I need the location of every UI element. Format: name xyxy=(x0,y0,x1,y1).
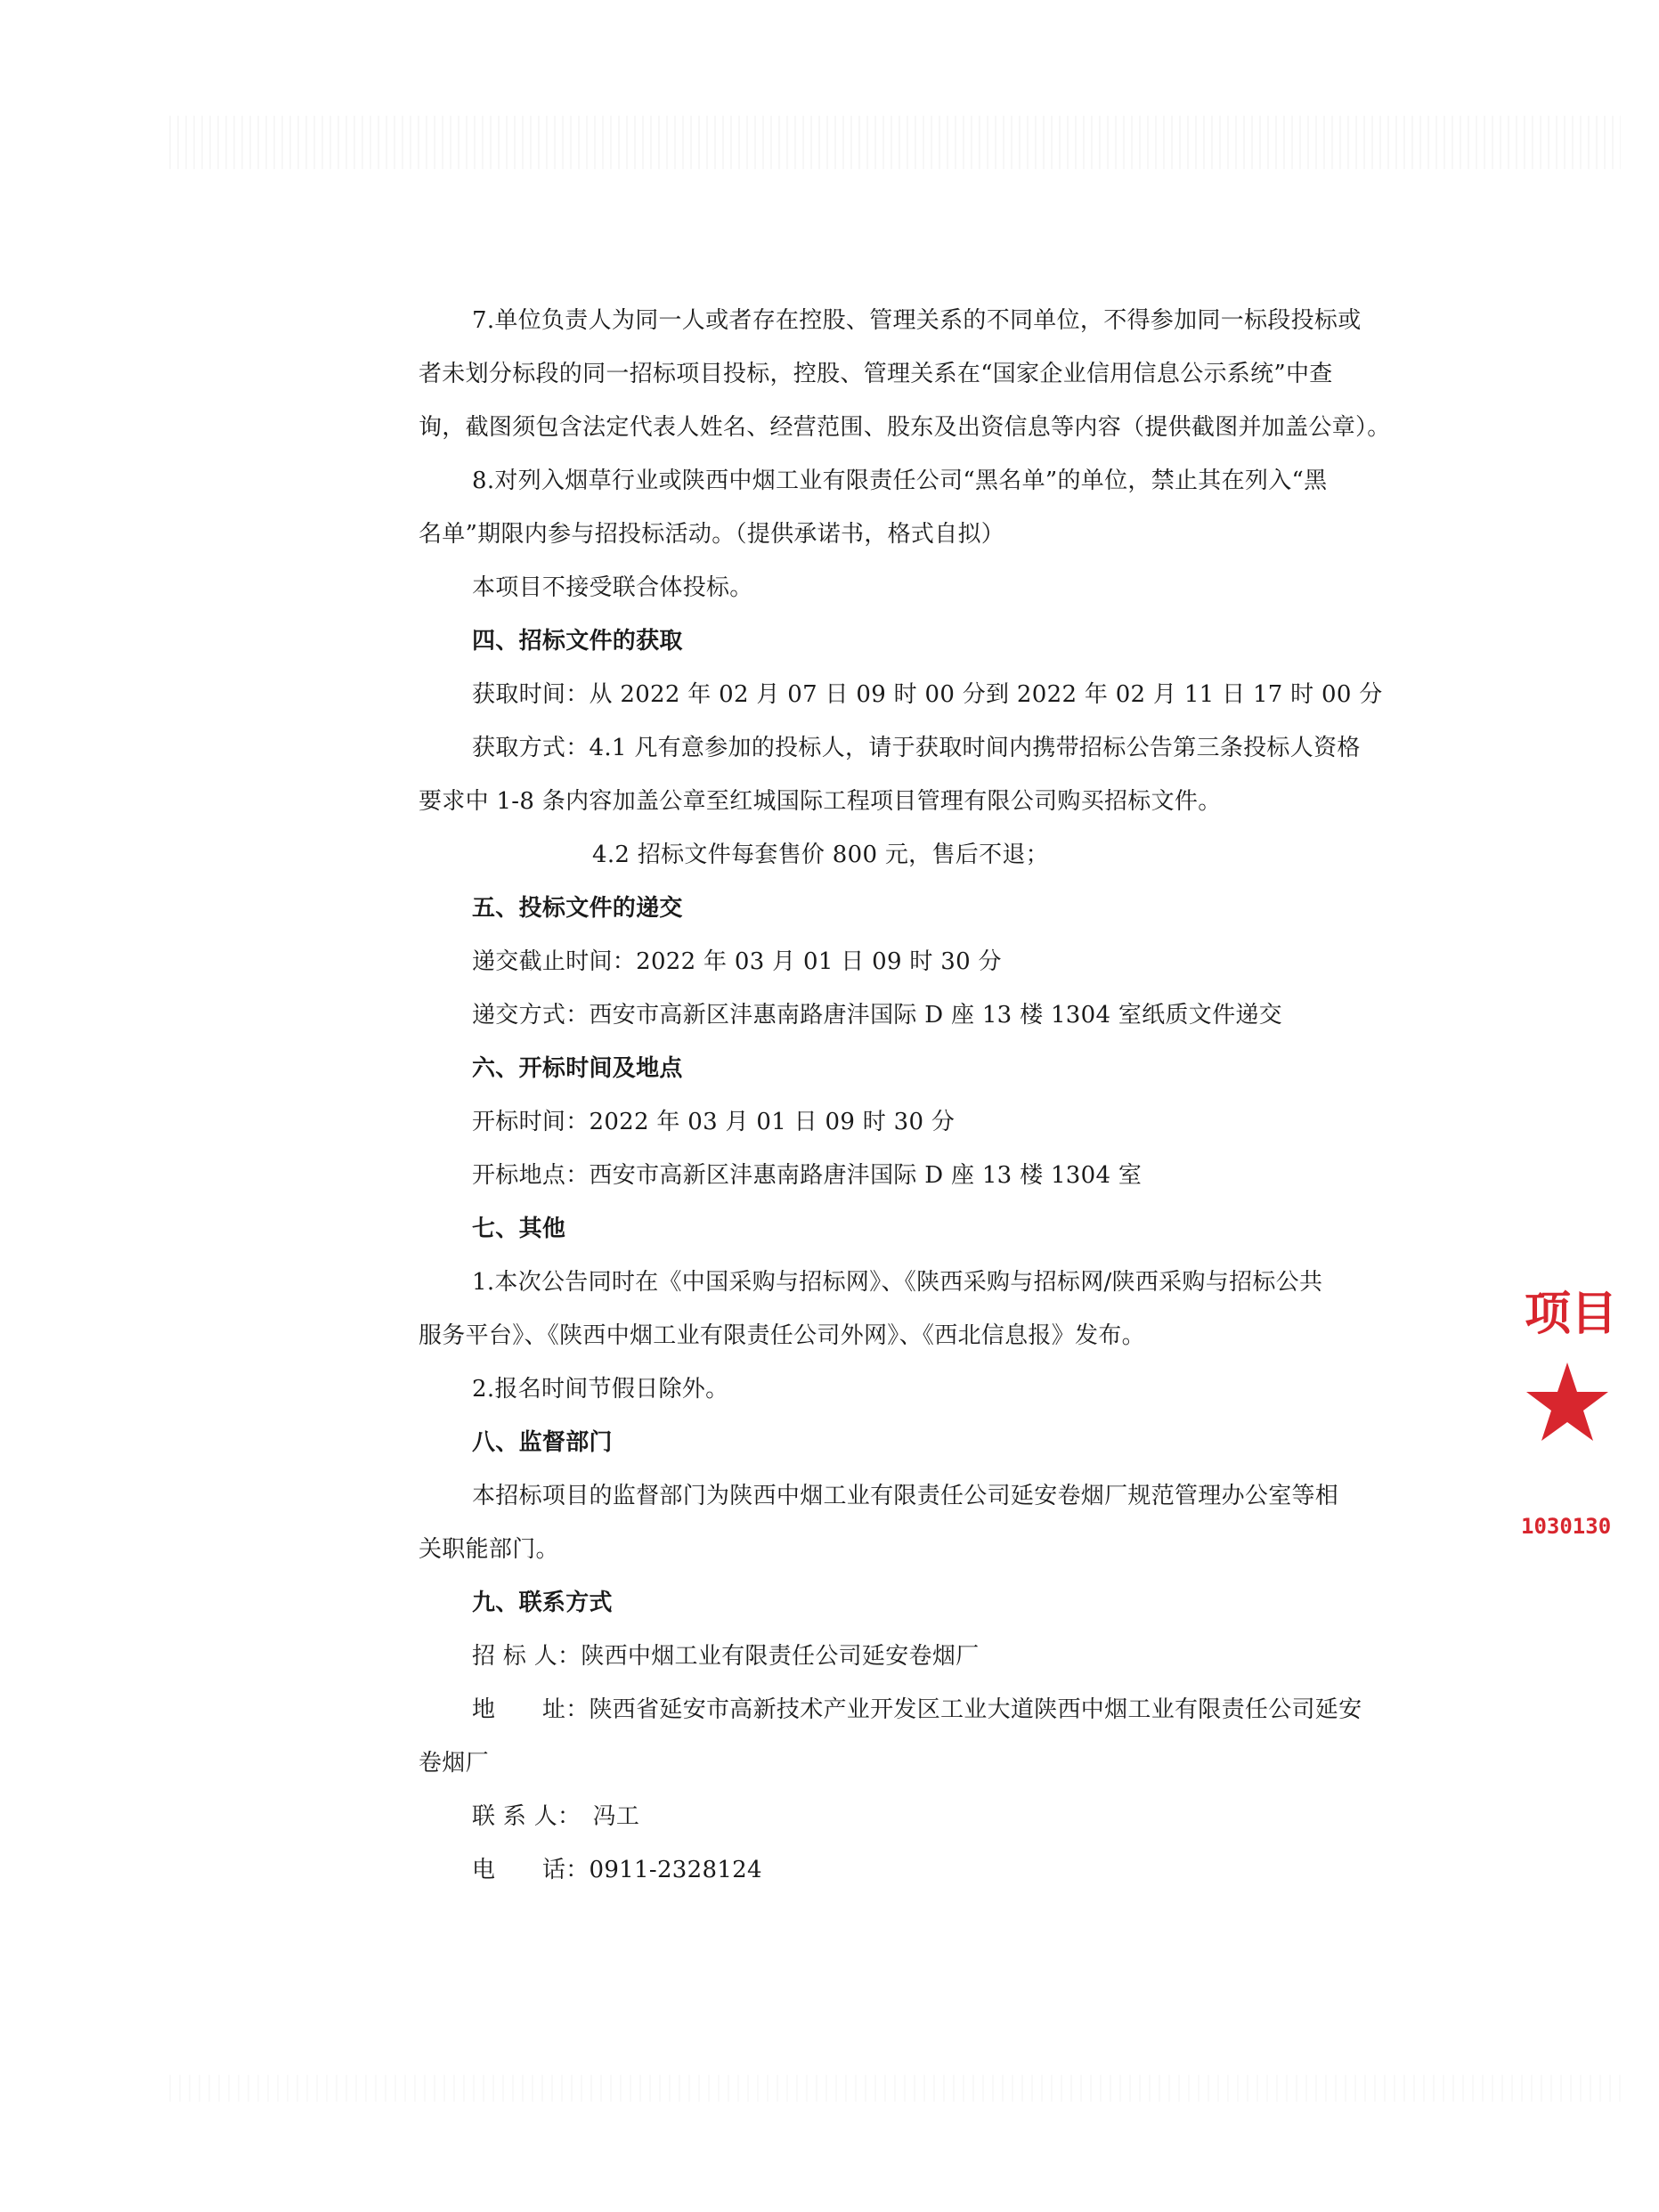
text-line: 服务平台》、《陕西中烟工业有限责任公司外网》、《西北信息报》发布。 xyxy=(419,1322,1145,1349)
official-seal xyxy=(1514,1260,1621,1567)
text-line: 获取时间：从 2022 年 02 月 07 日 09 时 00 分到 2022 年 02 月 11 日 17 时 00 分 xyxy=(472,681,1383,708)
text-line: 8.对列入烟草行业或陕西中烟工业有限责任公司“黑名单”的单位，禁止其在列入“黑 xyxy=(472,468,1328,494)
text-line: 招 标 人：陕西中烟工业有限责任公司延安卷烟厂 xyxy=(472,1643,980,1670)
text-line: 获取方式：4.1 凡有意参加的投标人，请于获取时间内携带招标公告第三条投标人资格 xyxy=(472,735,1361,761)
text-line: 7.单位负责人为同一人或者存在控股、管理关系的不同单位，不得参加同一标段投标或 xyxy=(472,307,1362,334)
text-line: 询，截图须包含法定代表人姓名、经营范围、股东及出资信息等内容（提供截图并加盖公章）。 xyxy=(419,414,1391,441)
section-heading: 九、联系方式 xyxy=(472,1590,613,1616)
text-line: 本招标项目的监督部门为陕西中烟工业有限责任公司延安卷烟厂规范管理办公室等相 xyxy=(472,1483,1339,1509)
text-line: 卷烟厂 xyxy=(419,1750,489,1777)
text-line: 要求中 1-8 条内容加盖公章至红城国际工程项目管理有限公司购买招标文件。 xyxy=(419,788,1222,815)
text-line: 1.本次公告同时在《中国采购与招标网》、《陕西采购与招标网/陕西采购与招标公共 xyxy=(472,1269,1323,1296)
text-line: 2.报名时间节假日除外。 xyxy=(472,1376,729,1403)
text-line: 开标时间：2022 年 03 月 01 日 09 时 30 分 xyxy=(472,1109,956,1135)
text-line: 联 系 人： 冯工 xyxy=(472,1803,640,1830)
text-line: 电 话：0911-2328124 xyxy=(472,1857,762,1883)
document-body xyxy=(419,294,1391,1897)
text-line: 递交截止时间：2022 年 03 月 01 日 09 时 30 分 xyxy=(472,948,1002,975)
text-line: 名单”期限内参与招投标活动。（提供承诺书，格式自拟） xyxy=(419,521,1005,548)
text-line: 关职能部门。 xyxy=(419,1536,559,1563)
text-line: 本项目不接受联合体投标。 xyxy=(472,574,753,601)
text-line: 开标地点：西安市高新区沣惠南路唐沣国际 D 座 13 楼 1304 室 xyxy=(472,1162,1143,1189)
section-heading: 八、监督部门 xyxy=(472,1429,613,1456)
seal-text: 项目 xyxy=(1525,1288,1618,1341)
section-heading: 五、投标文件的递交 xyxy=(472,895,683,922)
scan-artifact-bottom xyxy=(169,2075,1621,2102)
seal-number: 1030130 xyxy=(1521,1514,1612,1539)
text-line: 者未划分标段的同一招标项目投标，控股、管理关系在“国家企业信用信息公示系统”中查 xyxy=(419,361,1333,387)
text-line: 4.2 招标文件每套售价 800 元，售后不退； xyxy=(592,842,1049,868)
scan-artifact-top xyxy=(169,116,1621,169)
section-heading: 四、招标文件的获取 xyxy=(472,628,683,655)
text-line: 地 址：陕西省延安市高新技术产业开发区工业大道陕西中烟工业有限责任公司延安 xyxy=(472,1696,1362,1723)
section-heading: 六、开标时间及地点 xyxy=(472,1055,683,1082)
section-heading: 七、其他 xyxy=(472,1216,566,1242)
text-line: 递交方式：西安市高新区沣惠南路唐沣国际 D 座 13 楼 1304 室纸质文件递交 xyxy=(472,1002,1282,1029)
star-icon xyxy=(1523,1358,1612,1447)
